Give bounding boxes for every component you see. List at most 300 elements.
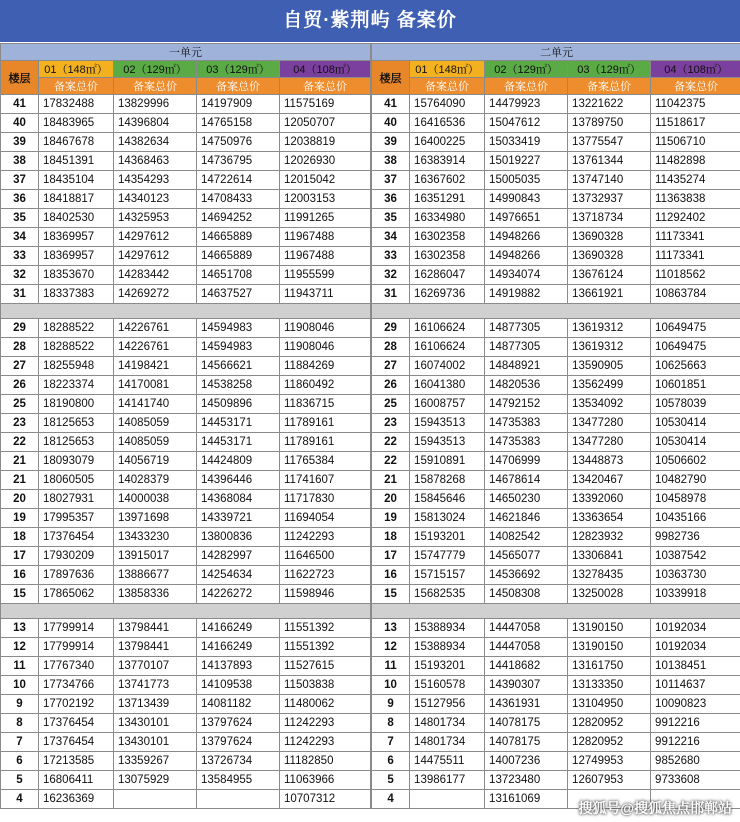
floor-cell: 10: [1, 676, 39, 695]
price-cell: 14447058: [485, 619, 568, 638]
price-cell: [114, 790, 197, 809]
price-cell: 14056719: [114, 452, 197, 471]
table-row: [372, 376, 740, 395]
price-cell: 11967488: [280, 228, 371, 247]
price-cell: 18223374: [39, 376, 114, 395]
floor-cell: 32: [372, 266, 410, 285]
price-cell: 14085059: [114, 433, 197, 452]
price-cell: 13986177: [410, 771, 485, 790]
floor-cell: 27: [372, 357, 410, 376]
floor-cell: 5: [372, 771, 410, 790]
unit-type-header: 04（108㎡）: [651, 61, 740, 78]
price-cell: 14396446: [197, 471, 280, 490]
price-cell: 11435274: [651, 171, 740, 190]
table-row: [1, 585, 371, 604]
price-cell: 15033419: [485, 133, 568, 152]
price-cell: 13858336: [114, 585, 197, 604]
price-cell: 18093079: [39, 452, 114, 471]
price-cell: 13800836: [197, 528, 280, 547]
table-row: [1, 247, 371, 266]
floor-cell: 40: [1, 114, 39, 133]
price-header: 备案总价: [114, 78, 197, 95]
price-cell: 18125653: [39, 433, 114, 452]
separator-row: [1, 604, 371, 619]
floor-cell: 22: [1, 433, 39, 452]
price-cell: 18402530: [39, 209, 114, 228]
price-cell: 17702192: [39, 695, 114, 714]
price-cell: 18027931: [39, 490, 114, 509]
price-cell: 14297612: [114, 247, 197, 266]
table-row: [372, 433, 740, 452]
price-cell: 14509896: [197, 395, 280, 414]
table-row: [1, 619, 371, 638]
floor-cell: 22: [372, 433, 410, 452]
table-row: [1, 414, 371, 433]
price-cell: 14948266: [485, 228, 568, 247]
floor-cell: 5: [1, 771, 39, 790]
table-row: [372, 357, 740, 376]
price-cell: 13690328: [568, 247, 651, 266]
price-cell: 11182850: [280, 752, 371, 771]
price-cell: 13590905: [568, 357, 651, 376]
price-cell: 11242293: [280, 733, 371, 752]
price-cell: 15878268: [410, 471, 485, 490]
floor-cell: 21: [372, 471, 410, 490]
price-cell: 13278435: [568, 566, 651, 585]
table-row: [372, 509, 740, 528]
price-cell: 14877305: [485, 319, 568, 338]
table-row: [1, 471, 371, 490]
floor-cell: 29: [1, 319, 39, 338]
watermark: 搜狐号@搜狐焦点邯郸站: [578, 800, 732, 816]
price-cell: 16106624: [410, 338, 485, 357]
floor-cell: 13: [1, 619, 39, 638]
price-cell: 14792152: [485, 395, 568, 414]
floor-cell: 38: [1, 152, 39, 171]
table-row: [1, 133, 371, 152]
table-row: [372, 585, 740, 604]
table-row: [1, 490, 371, 509]
price-cell: 13797624: [197, 733, 280, 752]
price-cell: 11717830: [280, 490, 371, 509]
price-cell: 14170081: [114, 376, 197, 395]
table-row: [372, 752, 740, 771]
price-cell: 14990843: [485, 190, 568, 209]
price-cell: 14736795: [197, 152, 280, 171]
floor-cell: 26: [372, 376, 410, 395]
unit-table-2: [371, 43, 740, 809]
floor-cell: 31: [372, 285, 410, 304]
price-cell: 16400225: [410, 133, 485, 152]
price-cell: 18288522: [39, 338, 114, 357]
floor-cell: 15: [372, 585, 410, 604]
price-cell: 17376454: [39, 733, 114, 752]
price-cell: 14735383: [485, 414, 568, 433]
price-cell: 14594983: [197, 338, 280, 357]
price-cell: 11884269: [280, 357, 371, 376]
price-cell: 16286047: [410, 266, 485, 285]
price-cell: 14283442: [114, 266, 197, 285]
price-cell: 17376454: [39, 714, 114, 733]
table-row: [1, 771, 371, 790]
price-cell: 13829996: [114, 95, 197, 114]
price-cell: 11694054: [280, 509, 371, 528]
unit-type-header: 01（148㎡）: [410, 61, 485, 78]
floor-cell: 34: [1, 228, 39, 247]
price-cell: 16041380: [410, 376, 485, 395]
price-cell: 11242293: [280, 714, 371, 733]
table-row: [1, 114, 371, 133]
price-cell: 10530414: [651, 433, 740, 452]
price-cell: 11991265: [280, 209, 371, 228]
price-cell: 16269736: [410, 285, 485, 304]
price-cell: 14750976: [197, 133, 280, 152]
floor-cell: 22: [372, 452, 410, 471]
price-cell: 14085059: [114, 414, 197, 433]
price-cell: 14722614: [197, 171, 280, 190]
price-cell: 18483965: [39, 114, 114, 133]
floor-cell: 21: [1, 452, 39, 471]
price-cell: 10090823: [651, 695, 740, 714]
price-cell: 15910891: [410, 452, 485, 471]
table-row: [1, 452, 371, 471]
price-cell: 13723480: [485, 771, 568, 790]
unit-name: 一单元: [1, 44, 371, 61]
price-cell: 10649475: [651, 319, 740, 338]
price-cell: 14339721: [197, 509, 280, 528]
price-cell: 15388934: [410, 638, 485, 657]
price-cell: 10458978: [651, 490, 740, 509]
price-cell: 16806411: [39, 771, 114, 790]
price-cell: 13221622: [568, 95, 651, 114]
floor-cell: 6: [1, 752, 39, 771]
table-row: [372, 657, 740, 676]
price-cell: 11622723: [280, 566, 371, 585]
price-cell: 11482898: [651, 152, 740, 171]
table-row: [1, 733, 371, 752]
price-cell: 15715157: [410, 566, 485, 585]
price-cell: 17799914: [39, 619, 114, 638]
price-cell: 14226761: [114, 319, 197, 338]
price-cell: 16302358: [410, 247, 485, 266]
price-cell: 9982736: [651, 528, 740, 547]
price-cell: 14508308: [485, 585, 568, 604]
floor-cell: 39: [1, 133, 39, 152]
price-cell: 13534092: [568, 395, 651, 414]
table-row: [1, 338, 371, 357]
price-cell: 9852680: [651, 752, 740, 771]
price-cell: 15943513: [410, 414, 485, 433]
table-row: [372, 228, 740, 247]
price-cell: 10625663: [651, 357, 740, 376]
table-row: [372, 171, 740, 190]
price-cell: 14297612: [114, 228, 197, 247]
floor-cell: 17: [1, 547, 39, 566]
price-cell: 13747140: [568, 171, 651, 190]
table-row: [372, 452, 740, 471]
floor-cell: 33: [372, 247, 410, 266]
table-row: [372, 471, 740, 490]
price-cell: 15047612: [485, 114, 568, 133]
price-cell: 10435166: [651, 509, 740, 528]
price-cell: 14141740: [114, 395, 197, 414]
price-cell: 18353670: [39, 266, 114, 285]
price-cell: 17376454: [39, 528, 114, 547]
price-cell: 13713439: [114, 695, 197, 714]
floor-cell: 28: [1, 338, 39, 357]
price-cell: 11575169: [280, 95, 371, 114]
floor-cell: 7: [1, 733, 39, 752]
price-cell: 13761344: [568, 152, 651, 171]
price-cell: 15193201: [410, 657, 485, 676]
price-header: 备案总价: [485, 78, 568, 95]
price-cell: 13161069: [485, 790, 568, 809]
price-cell: 11551392: [280, 638, 371, 657]
page-title: 自贸·紫荆屿 备案价: [0, 0, 740, 42]
price-cell: 16351291: [410, 190, 485, 209]
price-cell: 13104950: [568, 695, 651, 714]
table-row: [372, 714, 740, 733]
price-cell: 10863784: [651, 285, 740, 304]
price-cell: 12820952: [568, 733, 651, 752]
price-cell: 14226272: [197, 585, 280, 604]
price-cell: 18125653: [39, 414, 114, 433]
table-row: [372, 619, 740, 638]
price-cell: 14000038: [114, 490, 197, 509]
price-cell: 14382634: [114, 133, 197, 152]
price-cell: 13190150: [568, 619, 651, 638]
table-row: [372, 285, 740, 304]
separator-row: [372, 604, 740, 619]
price-cell: 14418682: [485, 657, 568, 676]
price-cell: 15005035: [485, 171, 568, 190]
floor-cell: 37: [372, 171, 410, 190]
price-header: 备案总价: [39, 78, 114, 95]
price-cell: 11955599: [280, 266, 371, 285]
price-cell: 15943513: [410, 433, 485, 452]
table-row: [1, 266, 371, 285]
floor-cell: 11: [372, 657, 410, 676]
table-row: [1, 657, 371, 676]
table-row: [1, 676, 371, 695]
price-cell: 18369957: [39, 228, 114, 247]
price-cell: 9912216: [651, 733, 740, 752]
price-cell: 13433230: [114, 528, 197, 547]
price-cell: 10530414: [651, 414, 740, 433]
price-cell: 14254634: [197, 566, 280, 585]
price-cell: 13392060: [568, 490, 651, 509]
price-cell: 11646500: [280, 547, 371, 566]
unit-type-header: 03（129㎡）: [197, 61, 280, 78]
unit-type-header: 02（129㎡）: [114, 61, 197, 78]
price-cell: 12749953: [568, 752, 651, 771]
table-row: [372, 638, 740, 657]
price-cell: 18255948: [39, 357, 114, 376]
price-cell: 14665889: [197, 228, 280, 247]
price-cell: 14078175: [485, 714, 568, 733]
price-cell: 17799914: [39, 638, 114, 657]
price-cell: 17930209: [39, 547, 114, 566]
floor-cell: 4: [1, 790, 39, 809]
price-cell: 14137893: [197, 657, 280, 676]
table-row: [1, 714, 371, 733]
table-row: [372, 771, 740, 790]
table-row: [1, 509, 371, 528]
price-header: 备案总价: [651, 78, 740, 95]
price-cell: 14665889: [197, 247, 280, 266]
floor-cell: 21: [1, 471, 39, 490]
floor-cell: 37: [1, 171, 39, 190]
price-cell: 13430101: [114, 733, 197, 752]
price-cell: 14706999: [485, 452, 568, 471]
price-cell: 14166249: [197, 619, 280, 638]
price-cell: 11173341: [651, 247, 740, 266]
floor-cell: 25: [372, 395, 410, 414]
table-row: [372, 209, 740, 228]
price-cell: 13741773: [114, 676, 197, 695]
table-row: [1, 638, 371, 657]
floor-header: 楼层: [372, 61, 410, 95]
floor-cell: 25: [1, 395, 39, 414]
price-cell: 13718734: [568, 209, 651, 228]
table-row: [372, 414, 740, 433]
price-cell: 11741607: [280, 471, 371, 490]
floor-cell: 38: [372, 152, 410, 171]
price-cell: 15845646: [410, 490, 485, 509]
floor-cell: 6: [372, 752, 410, 771]
table-row: [1, 319, 371, 338]
table-row: [1, 209, 371, 228]
table-row: [372, 547, 740, 566]
table-row: [1, 528, 371, 547]
price-cell: 13359267: [114, 752, 197, 771]
table-row: [372, 266, 740, 285]
price-cell: 18288522: [39, 319, 114, 338]
price-cell: 11836715: [280, 395, 371, 414]
price-cell: 15019227: [485, 152, 568, 171]
price-cell: 14801734: [410, 733, 485, 752]
price-cell: 12820952: [568, 714, 651, 733]
price-cell: 13732937: [568, 190, 651, 209]
floor-cell: 8: [372, 714, 410, 733]
price-cell: 13161750: [568, 657, 651, 676]
price-cell: 13619312: [568, 319, 651, 338]
price-cell: 15682535: [410, 585, 485, 604]
price-cell: 15193201: [410, 528, 485, 547]
price-cell: 13797624: [197, 714, 280, 733]
separator-row: [1, 304, 371, 319]
floor-cell: 12: [372, 638, 410, 657]
price-cell: 14028379: [114, 471, 197, 490]
price-cell: 14197909: [197, 95, 280, 114]
price-cell: 16008757: [410, 395, 485, 414]
price-cell: 14801734: [410, 714, 485, 733]
table-row: [1, 190, 371, 209]
price-cell: 14361931: [485, 695, 568, 714]
table-row: [1, 752, 371, 771]
table-row: [372, 95, 740, 114]
floor-cell: 31: [1, 285, 39, 304]
price-cell: 13250028: [568, 585, 651, 604]
floor-cell: 29: [372, 319, 410, 338]
price-cell: 15764090: [410, 95, 485, 114]
table-row: [1, 395, 371, 414]
table-row: [372, 319, 740, 338]
price-cell: 10601851: [651, 376, 740, 395]
price-cell: 16367602: [410, 171, 485, 190]
table-row: [1, 790, 371, 809]
price-cell: 13420467: [568, 471, 651, 490]
price-cell: 13430101: [114, 714, 197, 733]
floor-cell: 19: [372, 509, 410, 528]
floor-cell: 33: [1, 247, 39, 266]
price-cell: 18435104: [39, 171, 114, 190]
floor-cell: 36: [1, 190, 39, 209]
price-cell: 14447058: [485, 638, 568, 657]
price-cell: 14479923: [485, 95, 568, 114]
price-cell: 11018562: [651, 266, 740, 285]
floor-cell: 32: [1, 266, 39, 285]
price-cell: 14424809: [197, 452, 280, 471]
price-cell: 14368463: [114, 152, 197, 171]
floor-cell: 19: [1, 509, 39, 528]
price-cell: 11943711: [280, 285, 371, 304]
price-cell: 10114637: [651, 676, 740, 695]
price-cell: 11598946: [280, 585, 371, 604]
price-cell: 16074002: [410, 357, 485, 376]
price-cell: 9733608: [651, 771, 740, 790]
price-cell: 14396804: [114, 114, 197, 133]
table-row: [372, 152, 740, 171]
price-cell: 14594983: [197, 319, 280, 338]
floor-cell: 16: [372, 566, 410, 585]
price-cell: 13477280: [568, 414, 651, 433]
floor-cell: 35: [1, 209, 39, 228]
price-cell: 13619312: [568, 338, 651, 357]
price-cell: 13661921: [568, 285, 651, 304]
price-cell: 12050707: [280, 114, 371, 133]
price-cell: 14007236: [485, 752, 568, 771]
price-cell: 11042375: [651, 95, 740, 114]
price-cell: 11789161: [280, 433, 371, 452]
price-cell: 10387542: [651, 547, 740, 566]
table-row: [372, 190, 740, 209]
unit-type-header: 04（108㎡）: [280, 61, 371, 78]
price-header: 备案总价: [568, 78, 651, 95]
table-row: [1, 228, 371, 247]
price-cell: 13133350: [568, 676, 651, 695]
floor-cell: 20: [372, 490, 410, 509]
price-cell: 13448873: [568, 452, 651, 471]
table-row: [1, 695, 371, 714]
price-cell: 14166249: [197, 638, 280, 657]
price-cell: 13726734: [197, 752, 280, 771]
table-row: [372, 733, 740, 752]
price-cell: 14475511: [410, 752, 485, 771]
floor-cell: 7: [372, 733, 410, 752]
table-row: [372, 247, 740, 266]
price-cell: 13770107: [114, 657, 197, 676]
floor-cell: 36: [372, 190, 410, 209]
price-cell: 10363730: [651, 566, 740, 585]
price-header: 备案总价: [197, 78, 280, 95]
price-cell: 12607953: [568, 771, 651, 790]
unit-table-1: [0, 43, 371, 809]
floor-cell: 35: [372, 209, 410, 228]
floor-cell: 16: [1, 566, 39, 585]
table-row: [1, 433, 371, 452]
price-cell: 16236369: [39, 790, 114, 809]
